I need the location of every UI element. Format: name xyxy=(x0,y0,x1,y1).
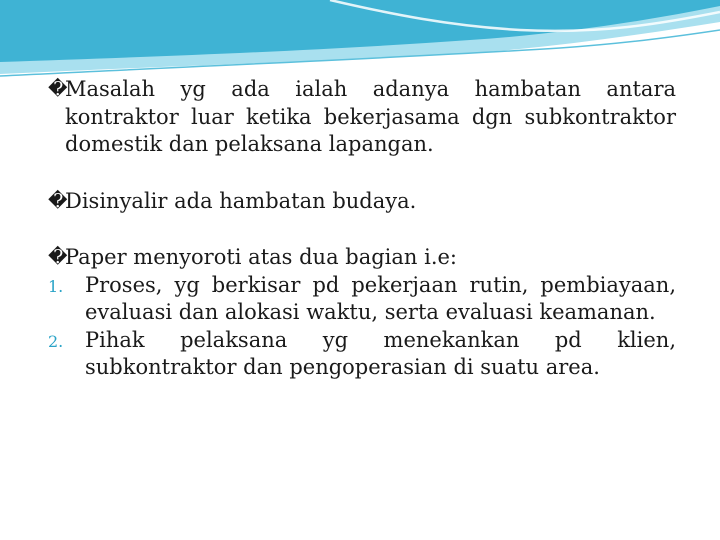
list-number: 1. xyxy=(48,276,64,296)
list-number: 2. xyxy=(48,331,64,351)
list-item-text: Proses, yg berkisar pd pekerjaan rutin, pembiayaan, evaluasi dan alokasi waktu, serta evaluasi keamanan. xyxy=(85,272,676,324)
bullet-icon: � xyxy=(48,246,68,268)
bullet-paragraph xyxy=(48,76,676,159)
list-item-text: Pihak pelaksana yg menekankan pd klien, subkontraktor dan pengoperasian di suatu area. xyxy=(85,327,676,379)
paragraph-text: Disinyalir ada hambatan budaya. xyxy=(65,188,417,213)
slide-body xyxy=(48,76,676,382)
bullet-icon: � xyxy=(48,78,68,100)
list-item xyxy=(48,327,676,382)
numbered-list xyxy=(48,272,676,382)
list-item xyxy=(48,272,676,327)
header-wave-decoration xyxy=(0,0,720,82)
paragraph-text: Masalah yg ada ialah adanya hambatan antara kontraktor luar ketika bekerjasama dgn subkontraktor domestik dan pelaksana lapangan. xyxy=(65,77,676,156)
bullet-paragraph xyxy=(48,244,676,272)
bullet-icon: � xyxy=(48,189,68,212)
bullet-paragraph xyxy=(48,188,676,216)
paragraph-text: Paper menyoroti atas dua bagian i.e: xyxy=(65,245,458,269)
